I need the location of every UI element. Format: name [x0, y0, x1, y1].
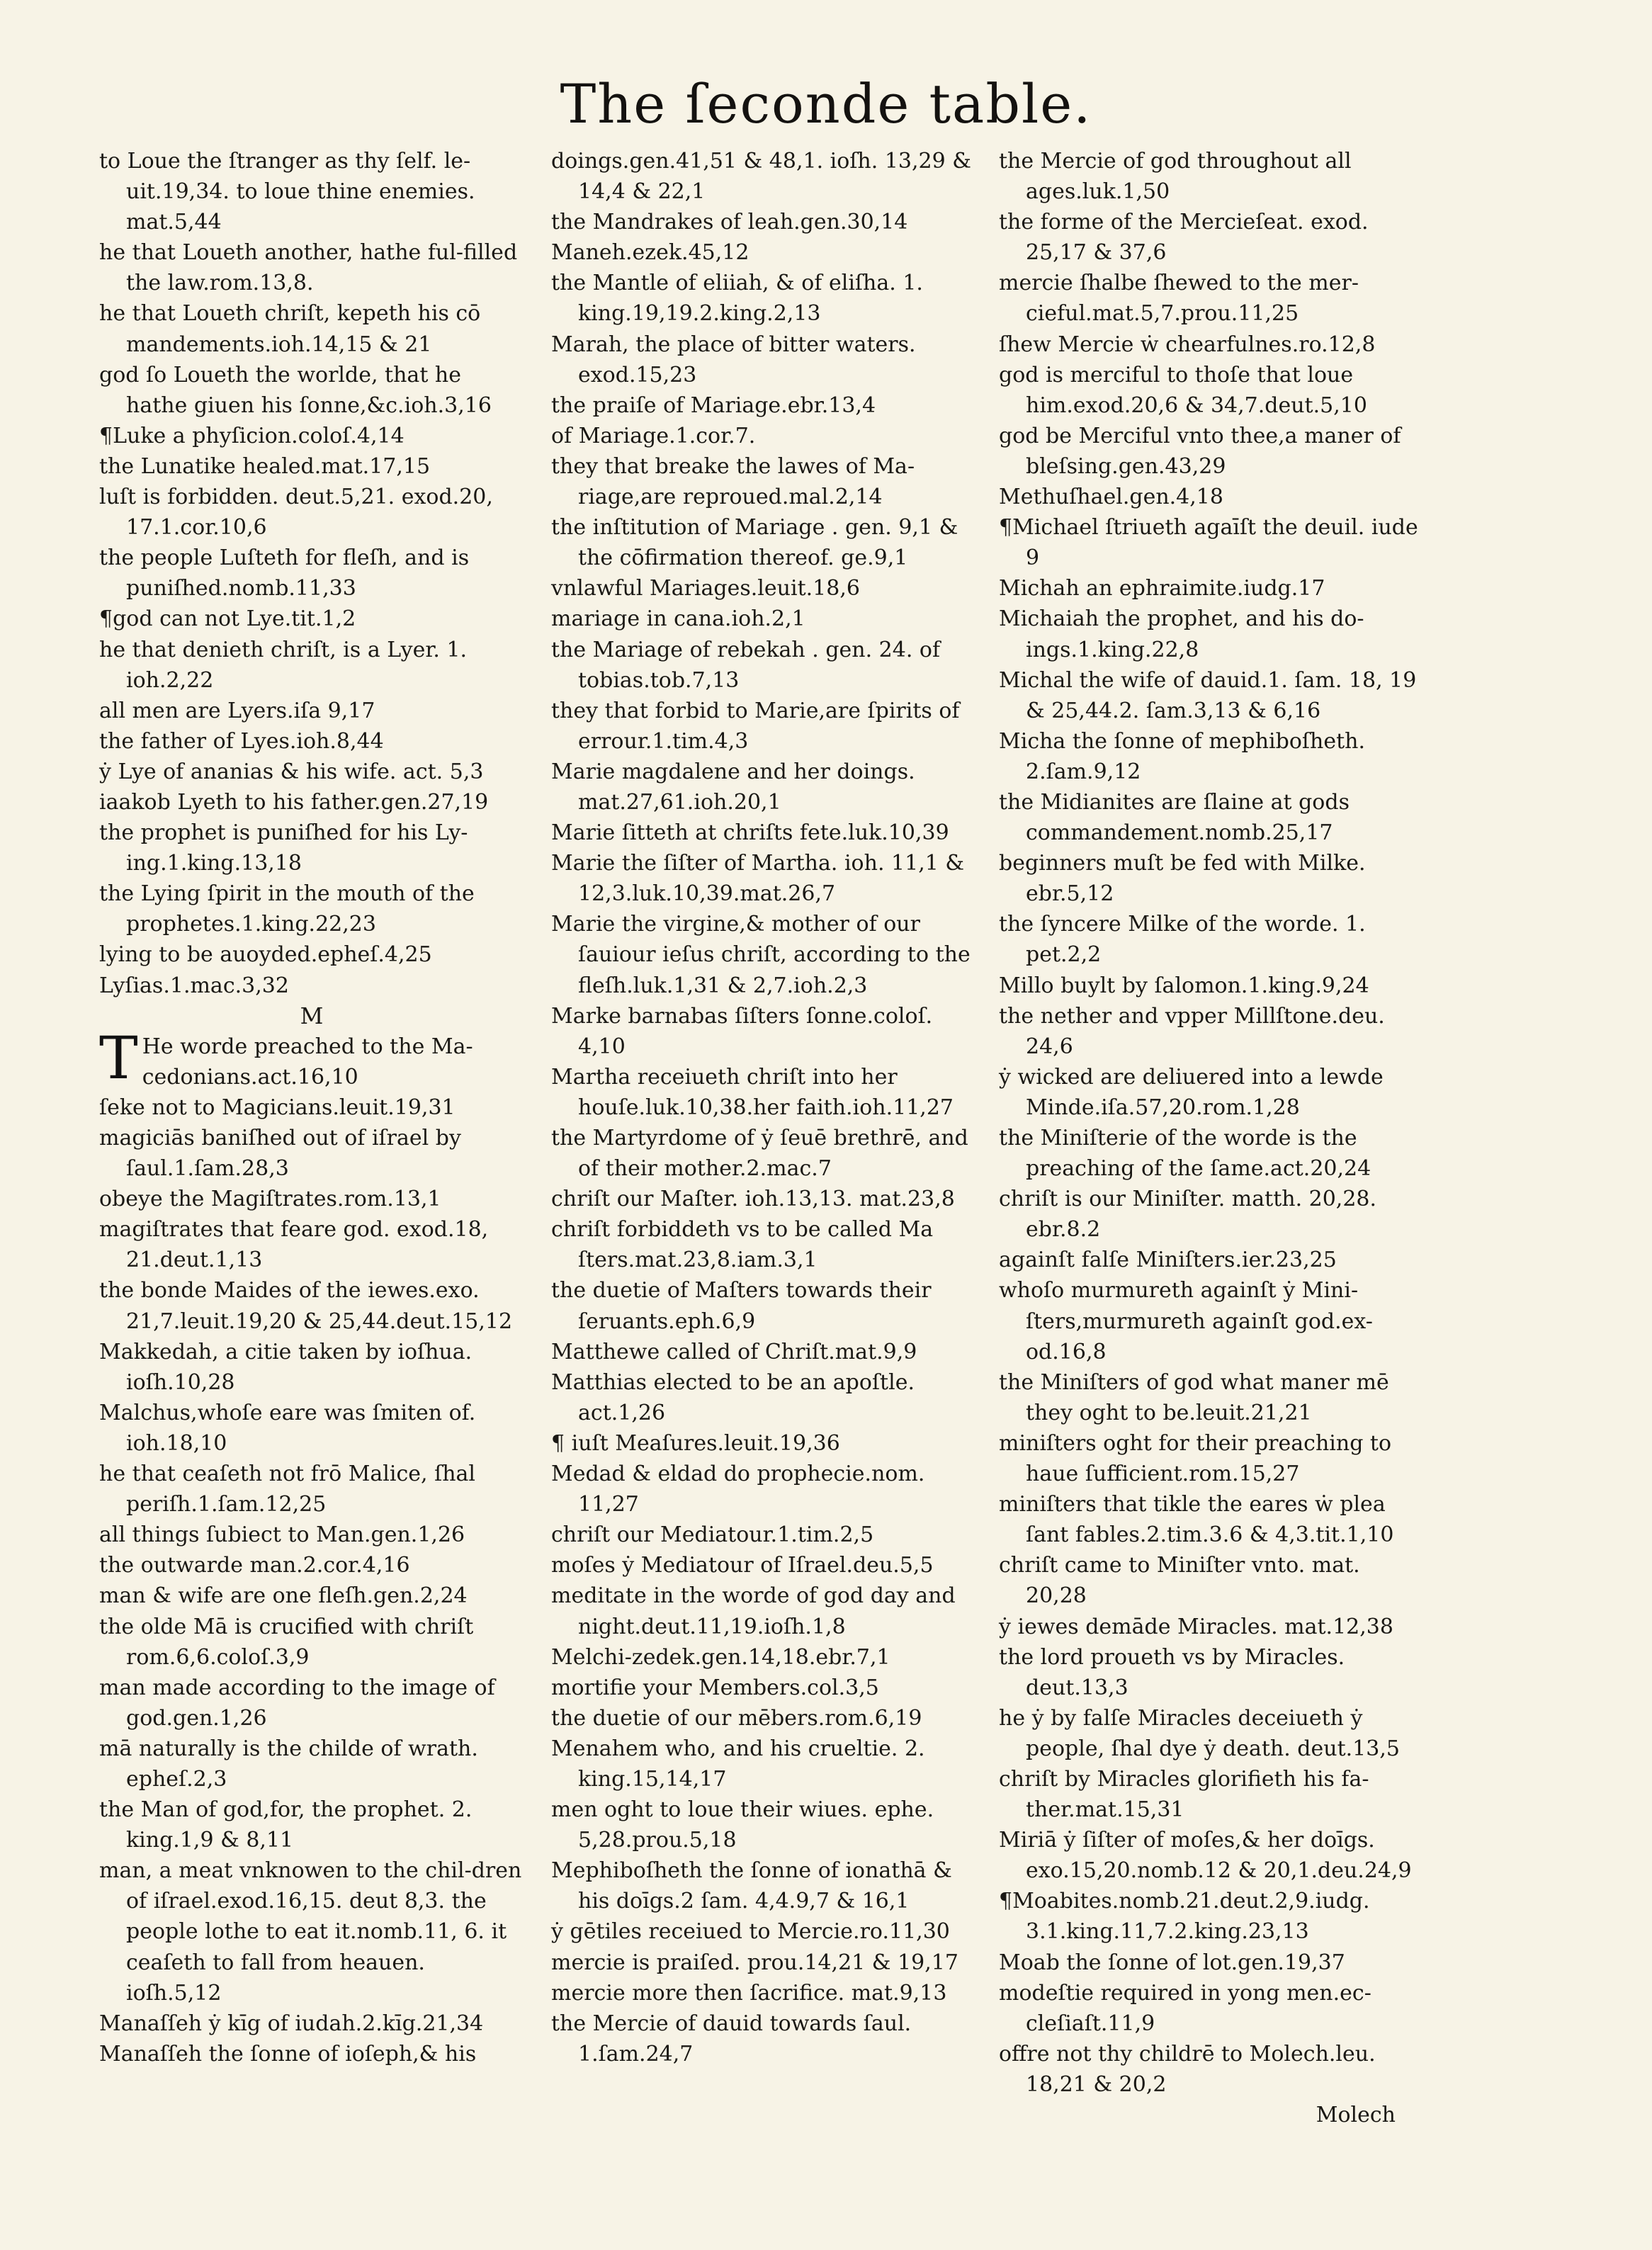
index-entry: Moab the ſonne of lot.gen.19,37 — [999, 1950, 1345, 1975]
index-entry: vnlawful Mariages.leuit.18,6 — [551, 576, 860, 601]
section-first-entry — [99, 1024, 524, 1092]
index-entry: the olde Mā is crucified with chriſt rom.6,6.coloſ.3,9 — [99, 1614, 474, 1670]
index-entry: mercie ſhalbe ſhewed to the mer-cieful.mat.5,7.prou.11,25 — [999, 271, 1359, 327]
index-entry: whoſo murmureth againſt ẏ Mini-ſters,murmureth againſt god.ex-od.16,8 — [999, 1278, 1373, 1364]
index-entry: chriſt came to Miniſter vnto. mat. 20,28 — [999, 1553, 1360, 1609]
index-entry: Micha the ſonne of mephiboſheth. 2.ſam.9,12 — [999, 728, 1366, 784]
index-entry: iaakob Lyeth to his father.gen.27,19 — [99, 789, 489, 815]
index-entry: ¶Michael ſtriueth agaīſt the deuil. iude 9 — [999, 515, 1418, 571]
index-entry: ¶Luke a phyſicion.coloſ.4,14 — [99, 423, 404, 448]
index-entry: Miriā ẏ ſiſter of moſes,& her doīgs. exo.15,20.nomb.12 & 20,1.deu.24,9 — [999, 1828, 1412, 1884]
index-entry: all men are Lyers.iſa 9,17 — [99, 698, 375, 723]
index-entry: he that Loueth chriſt, kepeth his cō mandements.ioh.14,15 & 21 — [99, 301, 481, 357]
index-entry: the duetie of our mēbers.rom.6,19 — [551, 1705, 922, 1731]
index-entry: chriſt our Mediatour.1.tim.2,5 — [551, 1522, 874, 1548]
index-entry: Michal the wife of dauid.1. ſam. 18, 19 & 25,44.2. ſam.3,13 & 6,16 — [999, 667, 1417, 723]
index-entry: magiciās baniſhed out of iſrael by ſaul.1.ſam.28,3 — [99, 1126, 461, 1182]
index-entry: man, a meat vnknowen to the chil-dren of iſrael.exod.16,15. deut 8,3. the people lothe to eat it.nomb.11, 6. it ceaſeth to fall from heauen. ioſh.5,12 — [99, 1858, 522, 2006]
index-entry: Maneh.ezek.45,12 — [551, 240, 749, 266]
index-entry: the Mercie of god throughout all ages.luk.1,50 — [999, 149, 1352, 205]
index-entry: all things ſubiect to Man.gen.1,26 — [99, 1522, 465, 1548]
index-entry-text: He worde preached to the Ma-cedonians.act.16,10 — [142, 1034, 473, 1090]
index-entry: men oght to loue their wiues. ephe. 5,28.prou.5,18 — [551, 1797, 934, 1853]
index-entry: chriſt forbiddeth vs to be called Ma ſters.mat.23,8.iam.3,1 — [551, 1217, 934, 1273]
index-entry: Marie the virgine,& mother of our ſauiour ieſus chriſt, according to the fleſh.luk.1,31 & 2,7.ioh.2,3 — [551, 912, 971, 998]
index-entry: the Midianites are ſlaine at gods commandement.nomb.25,17 — [999, 789, 1350, 846]
index-entry: the ſyncere Milke of the worde. 1. pet.2,2 — [999, 912, 1366, 968]
index-entry: Menahem who, and his crueltie. 2. king.15,14,17 — [551, 1736, 925, 1792]
index-entry: the Martyrdome of ẏ ſeuē brethrē, and of their mother.2.mac.7 — [551, 1126, 968, 1182]
index-entry: the outwarde man.2.cor.4,16 — [99, 1553, 410, 1578]
index-entry: miniſters oght for their preaching to haue ſufficient.rom.15,27 — [999, 1430, 1392, 1487]
index-entry: mā naturally is the childe of wrath. epheſ.2,3 — [99, 1736, 478, 1792]
index-entry: the praiſe of Mariage.ebr.13,4 — [551, 392, 876, 418]
index-entry: god is merciful to thoſe that loue him.exod.20,6 & 34,7.deut.5,10 — [999, 362, 1367, 418]
index-entry: Manaſſeh the ſonne of ioſeph,& his — [99, 2041, 477, 2067]
index-entry: mariage in cana.ioh.2,1 — [551, 606, 805, 632]
index-entry: he that ceaſeth not frō Malice, ſhal periſh.1.ſam.12,25 — [99, 1462, 476, 1517]
index-entry: Makkedah, a citie taken by ioſhua. ioſh.10,28 — [99, 1339, 473, 1395]
index-entry: they that breake the lawes of Ma-riage,are reproued.mal.2,14 — [551, 453, 915, 510]
index-entry: meditate in the worde of god day and night.deut.11,19.ioſh.1,8 — [551, 1583, 956, 1639]
index-entry: chriſt our Maſter. ioh.13,13. mat.23,8 — [551, 1187, 955, 1212]
index-entry: ẏ Lye of ananias & his wife. act. 5,3 — [99, 759, 484, 784]
index-entry: man & wife are one fleſh.gen.2,24 — [99, 1583, 468, 1609]
index-entry: the prophet is puniſhed for his Ly-ing.1.king.13,18 — [99, 820, 468, 876]
index-entry: Millo buylt by ſalomon.1.king.9,24 — [999, 973, 1369, 998]
column-1 — [99, 146, 524, 2069]
index-entry: the Mantle of eliiah, & of eliſha. 1. king.19,19.2.king.2,13 — [551, 271, 923, 327]
index-entry: mercie is praiſed. prou.14,21 & 19,17 — [551, 1950, 958, 1975]
index-entry: the father of Lyes.ioh.8,44 — [99, 728, 384, 754]
index-entry: Martha receiueth chriſt into her houſe.luk.10,38.her faith.ioh.11,27 — [551, 1064, 954, 1120]
index-entry: lying to be auoyded.epheſ.4,25 — [99, 942, 432, 968]
index-entry: ẏ iewes demāde Miracles. mat.12,38 — [999, 1614, 1393, 1639]
index-entry: the duetie of Maſters towards their ſeruants.eph.6,9 — [551, 1278, 932, 1334]
index-entry: Marie ſitteth at chriſts fete.luk.10,39 — [551, 820, 949, 846]
index-entry: Malchus,whoſe eare was ſmiten of. ioh.18,10 — [99, 1400, 476, 1456]
index-entry: magiſtrates that feare god. exod.18, 21.deut.1,13 — [99, 1217, 489, 1273]
index-entry: he that Loueth another, hathe ful-filled the law.rom.13,8. — [99, 240, 518, 296]
index-entry: god be Merciful vnto thee,a maner of bleſsing.gen.43,29 — [999, 423, 1401, 479]
index-entry: Mephiboſheth the ſonne of ionathā & his doīgs.2 ſam. 4,4.9,7 & 16,1 — [551, 1858, 952, 1914]
index-entry: ẏ wicked are deliuered into a lewde Minde.iſa.57,20.rom.1,28 — [999, 1064, 1384, 1120]
index-entry: the Lying ſpirit in the mouth of the prophetes.1.king.22,23 — [99, 881, 475, 937]
index-entry: Matthewe called of Chriſt.mat.9,9 — [551, 1339, 917, 1364]
index-entry: ſhew Mercie ẇ chearfulnes.ro.12,8 — [999, 332, 1376, 357]
index-entry: he that denieth chriſt, is a Lyer. 1. ioh.2,22 — [99, 637, 468, 693]
index-entry: Marie magdalene and her doings. mat.27,61.ioh.20,1 — [551, 759, 915, 815]
index-entry: ¶Moabites.nomb.21.deut.2,9.iudg. 3.1.king.11,7.2.king.23,13 — [999, 1889, 1370, 1945]
index-entry: ¶ iuſt Meaſures.leuit.19,36 — [551, 1430, 840, 1456]
index-entry: offre not thy childrē to Molech.leu. 18,21 & 20,2 — [999, 2041, 1376, 2097]
index-entry: beginners muſt be fed with Milke. ebr.5,12 — [999, 851, 1366, 907]
index-entry: Michaiah the prophet, and his do-ings.1.king.22,8 — [999, 606, 1364, 662]
index-entry: the people Luſteth for fleſh, and is puniſhed.nomb.11,33 — [99, 545, 470, 601]
index-entry: ſeke not to Magicians.leuit.19,31 — [99, 1095, 456, 1120]
index-entry: they that forbid to Marie,are ſpirits of errour.1.tim.4,3 — [551, 698, 960, 754]
index-entry: the Lunatike healed.mat.17,15 — [99, 453, 431, 479]
index-entry: the Mariage of rebekah . gen. 24. of tobias.tob.7,13 — [551, 637, 941, 693]
index-entry: he ẏ by falſe Miracles deceiueth ẏ people, ſhal dye ẏ death. deut.13,5 — [999, 1705, 1400, 1761]
index-entry: againſt falſe Miniſters.ier.23,25 — [999, 1248, 1337, 1273]
index-entry: god ſo Loueth the worlde, that he hathe giuen his ſonne,&c.ioh.3,16 — [99, 362, 492, 418]
index-entry: the Man of god,for, the prophet. 2. king.1,9 & 8,11 — [99, 1797, 473, 1853]
index-entry: mercie more then ſacrifice. mat.9,13 — [551, 1980, 947, 2006]
index-entry: the forme of the Mercieſeat. exod. 25,17 & 37,6 — [999, 210, 1369, 266]
index-entry: luſt is forbidden. deut.5,21. exod.20, 17.1.cor.10,6 — [99, 485, 493, 541]
index-entry: ẏ gētiles receiued to Mercie.ro.11,30 — [551, 1919, 950, 1945]
index-entry: man made according to the image of god.gen.1,26 — [99, 1675, 495, 1731]
index-entry: to Loue the ſtranger as thy ſelf. le-uit.19,34. to loue thine enemies. mat.5,44 — [99, 149, 475, 235]
index-entry: Marke barnabas ſiſters ſonne.coloſ. 4,10 — [551, 1003, 933, 1059]
index-entry: doings.gen.41,51 & 48,1. ioſh. 13,29 & 14,4 & 22,1 — [551, 149, 971, 205]
index-entry: obeye the Magiſtrates.rom.13,1 — [99, 1187, 441, 1212]
column-3 — [999, 146, 1424, 2130]
index-entry: Marah, the place of bitter waters. exod.15,23 — [551, 332, 916, 388]
column-2 — [551, 146, 976, 2069]
index-entry: chriſt by Miracles glorifieth his fa-ther.mat.15,31 — [999, 1766, 1369, 1823]
drop-cap: T — [99, 1024, 138, 1092]
index-entry: of Mariage.1.cor.7. — [551, 423, 756, 448]
index-entry: Matthias elected to be an apoſtle. act.1,26 — [551, 1369, 915, 1425]
index-entry: Melchi-zedek.gen.14,18.ebr.7,1 — [551, 1644, 890, 1670]
index-entry: the nether and vpper Millſtone.deu. 24,6 — [999, 1003, 1385, 1059]
index-entry: moſes ẏ Mediatour of Iſrael.deu.5,5 — [551, 1553, 934, 1578]
index-entry: the Mandrakes of leah.gen.30,14 — [551, 210, 908, 235]
index-entry: Manaſſeh ẏ kīg of iudah.2.kīg.21,34 — [99, 2011, 484, 2036]
index-entry: Lyſias.1.mac.3,32 — [99, 973, 289, 998]
page-title: The ſeconde table. — [560, 72, 1092, 135]
index-entry: ¶god can not Lye.tit.1,2 — [99, 606, 356, 632]
index-entry: the lord proueth vs by Miracles. deut.13,3 — [999, 1644, 1345, 1700]
index-entry: the inſtitution of Mariage . gen. 9,1 & the cōfirmation thereof. ge.9,1 — [551, 515, 958, 571]
index-entry: the Miniſters of god what maner mē they oght to be.leuit.21,21 — [999, 1369, 1389, 1425]
index-entry: miniſters that tikle the eares ẇ plea ſant fables.2.tim.3.6 & 4,3.tit.1,10 — [999, 1492, 1394, 1548]
index-entry: the bonde Maides of the iewes.exo. 21,7.leuit.19,20 & 25,44.deut.15,12 — [99, 1278, 513, 1334]
index-entry: the Miniſterie of the worde is the preaching of the ſame.act.20,24 — [999, 1126, 1371, 1182]
section-heading-m: M — [300, 1002, 324, 1029]
index-entry: mortifie your Members.col.3,5 — [551, 1675, 879, 1700]
index-entry: Methuſhael.gen.4,18 — [999, 485, 1223, 510]
catchword: Molech — [1316, 2103, 1396, 2127]
index-entry: the Mercie of dauid towards ſaul. 1.ſam.24,7 — [551, 2011, 912, 2067]
index-entry: Michah an ephraimite.iudg.17 — [999, 576, 1325, 601]
index-entry: chriſt is our Miniſter. matth. 20,28. ebr.8.2 — [999, 1187, 1377, 1243]
index-entry: modeſtie required in yong men.ec-cleſiaſt.11,9 — [999, 1980, 1371, 2036]
index-entry: Medad & eldad do prophecie.nom. 11,27 — [551, 1462, 925, 1517]
index-entry: Marie the ſiſter of Martha. ioh. 11,1 & 12,3.luk.10,39.mat.26,7 — [551, 851, 965, 907]
